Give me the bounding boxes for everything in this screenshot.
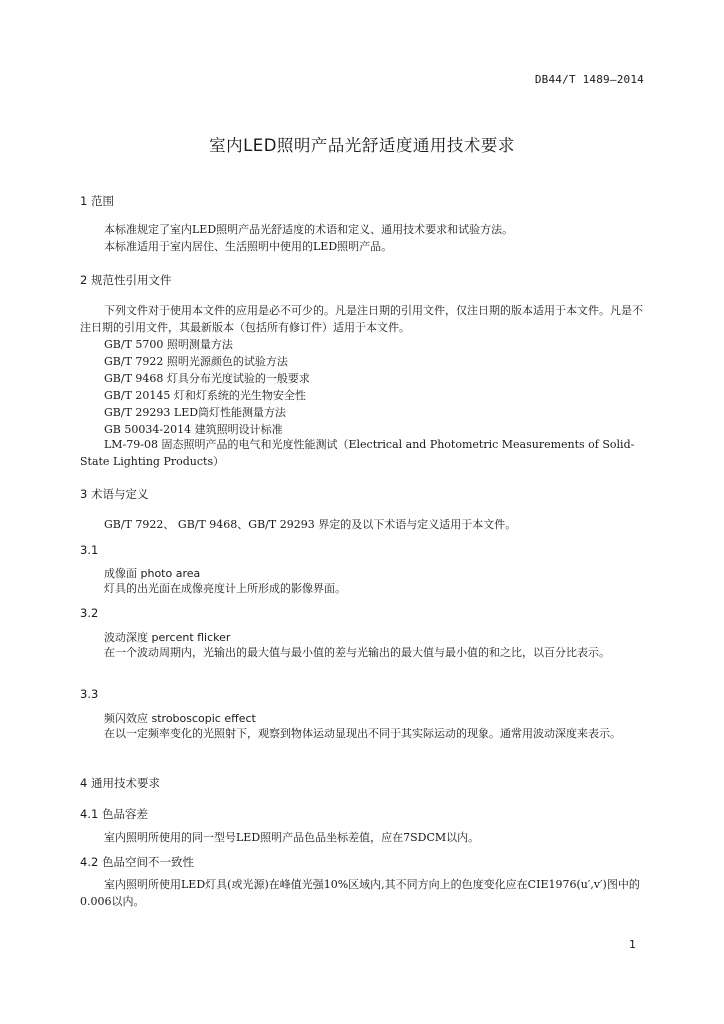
section-3-heading: 3 术语与定义	[80, 487, 149, 501]
subsection-4-2-text: 室内照明所使用LED灯具(或光源)在峰值光强10%区域内,其不同方向上的色度变化应在CIE1976(u′,v′)图中的0.006以内。	[80, 878, 640, 908]
reference-item: GB/T 7922 照明光源颜色的试验方法	[104, 355, 288, 368]
subsection-4-1-heading: 4.1 色品容差	[80, 807, 148, 821]
term-definition: 在以一定频率变化的光照射下，观察到物体运动显现出不同于其实际运动的现象。通常用波动深度来表示。	[104, 727, 621, 740]
section-1-para-1: 本标准规定了室内LED照明产品光舒适度的术语和定义、通用技术要求和试验方法。	[104, 223, 514, 236]
subsection-4-1-text: 室内照明所使用的同一型号LED照明产品色品坐标差值，应在7SDCM以内。	[104, 831, 480, 844]
term-number: 3.1	[80, 543, 99, 557]
section-4-heading: 4 通用技术要求	[80, 776, 160, 790]
term-definition: 灯具的出光面在成像亮度计上所形成的影像界面。	[104, 582, 346, 595]
term-definition: 在一个波动周期内，光输出的最大值与最小值的差与光输出的最大值与最小值的和之比，以百分比表示。	[104, 646, 610, 659]
section-1-para-2: 本标准适用于室内居住、生活照明中使用的LED照明产品。	[104, 240, 393, 253]
reference-item-lm79: LM-79-08 固态照明产品的电气和光度性能测试（Electrical and Photometric Measurements of Solid-State Lighting Products）	[80, 438, 635, 468]
reference-item: GB/T 5700 照明测量方法	[104, 338, 233, 351]
subsection-4-2-heading: 4.2 色品空间不一致性	[80, 855, 194, 869]
term-name: 成像面 photo area	[104, 567, 201, 580]
reference-item: GB/T 20145 灯和灯系统的光生物安全性	[104, 389, 306, 402]
reference-item: GB/T 29293 LED筒灯性能测量方法	[104, 406, 287, 419]
section-1-heading: 1 范围	[80, 194, 114, 208]
term-name: 波动深度 percent flicker	[104, 631, 231, 644]
section-2-intro: 下列文件对于使用本文件的应用是必不可少的。凡是注日期的引用文件，仅注日期的版本适用于本文件。凡是不注日期的引用文件，其最新版本（包括所有修订件）适用于本文件。	[80, 304, 643, 334]
reference-item: GB 50034-2014 建筑照明设计标准	[104, 423, 283, 436]
term-number: 3.2	[80, 606, 99, 620]
section-3-intro: GB/T 7922、 GB/T 9468、GB/T 29293 界定的及以下术语与定义适用于本文件。	[104, 518, 517, 531]
document-title: 室内LED照明产品光舒适度通用技术要求	[209, 136, 515, 155]
page-number: 1	[629, 938, 636, 951]
standard-code: DB44/T 1489—2014	[534, 73, 644, 86]
term-name: 频闪效应 stroboscopic effect	[104, 712, 256, 725]
term-number: 3.3	[80, 687, 99, 701]
reference-item: GB/T 9468 灯具分布光度试验的一般要求	[104, 372, 310, 385]
section-2-heading: 2 规范性引用文件	[80, 273, 172, 287]
